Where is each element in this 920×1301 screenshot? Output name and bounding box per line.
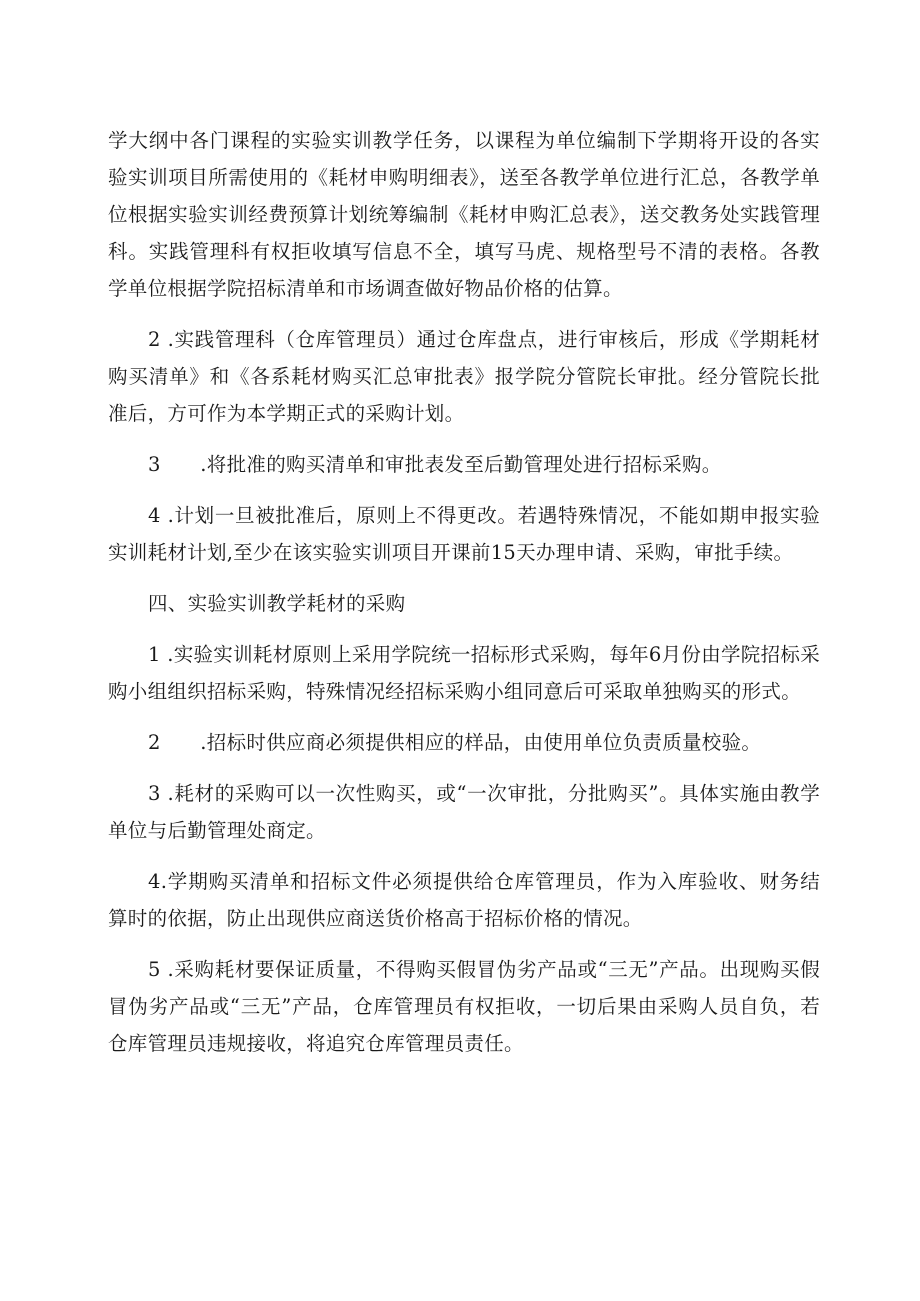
paragraph-procure-1: 1 .实验实训耗材原则上采用学院统一招标形式采购，每年6月份由学院招标采购小组组织招标采购，特殊情况经招标采购小组同意后可采取单独购买的形式。 xyxy=(108,643,821,703)
paragraph-item-4: 4 .计划一旦被批准后，原则上不得更改。若遇特殊情况，不能如期申报实验实训耗材计划,至少在该实验实训项目开课前15天办理申请、采购，审批手续。 xyxy=(108,504,820,564)
paragraph-continuation: 学大纲中各门课程的实验实训教学任务，以课程为单位编制下学期将开设的各实验实训项目所需使用的《耗材申购明细表》，送至各教学单位进行汇总，各教学单位根据实验实训经费预算计划统筹编制《耗材申购汇总表》，送交教务处实践管理科。实践管理科有权拒收填写信息不全，填写马虎、规格型号不清的表格。各教学单位根据学院招标清单和市场调查做好物品价格的估算。 xyxy=(108,129,820,300)
section-heading: 四、实验实训教学耗材的采购 xyxy=(148,592,406,615)
paragraph-procure-2: 2 .招标时供应商必须提供相应的样品，由使用单位负责质量校验。 xyxy=(148,731,762,754)
paragraph-procure-4: 4.学期购买清单和招标文件必须提供给仓库管理员，作为入库验收、财务结算时的依据，防止出现供应商送货价格高于招标价格的情况。 xyxy=(108,870,820,930)
paragraph-procure-3: 3 .耗材的采购可以一次性购买，或“一次审批，分批购买”。具体实施由教学单位与后勤管理处商定。 xyxy=(108,782,820,842)
paragraph-item-2: 2 .实践管理科（仓库管理员）通过仓库盘点，进行审核后，形成《学期耗材购买清单》和《各系耗材购买汇总审批表》报学院分管院长审批。经分管院长批准后，方可作为本学期正式的采购计划。 xyxy=(108,328,820,425)
document-body xyxy=(108,122,820,1062)
paragraph-procure-5: 5 .采购耗材要保证质量，不得购买假冒伪劣产品或“三无”产品。出现购买假冒伪劣产品或“三无”产品，仓库管理员有权拒收，一切后果由采购人员自负，若仓库管理员违规接收，将追究仓库管理员责任。 xyxy=(108,958,820,1055)
paragraph-item-3: 3 .将批准的购买清单和审批表发至后勤管理处进行招标采购。 xyxy=(148,453,722,476)
